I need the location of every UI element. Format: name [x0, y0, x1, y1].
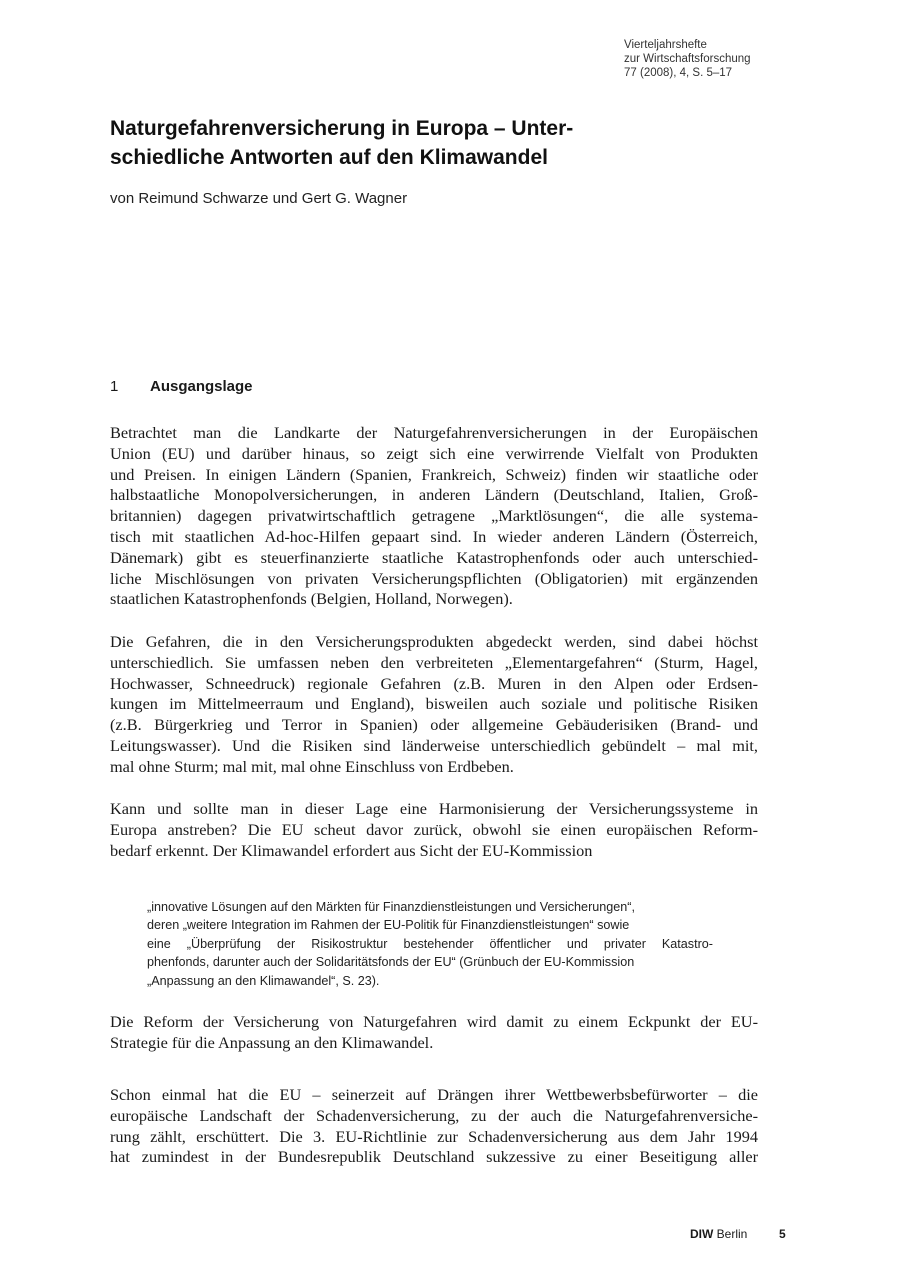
article-title: [110, 114, 810, 172]
text-line: Union (EU) und darüber hinaus, so zeigt sich eine verwirrende Vielfalt von Produkten: [110, 443, 758, 463]
journal-subtitle: zur Wirtschaftsforschung: [624, 53, 751, 65]
paragraph-4: [110, 1012, 758, 1054]
paragraph-3: [110, 799, 758, 861]
quote-line: eine „Überprüfung der Risikostruktur bestehender öffentlicher und privater Katastro-: [147, 936, 713, 951]
text-line: europäische Landschaft der Schadenversicherung, zu der auch die Naturgefahrenversiche-: [110, 1105, 758, 1125]
block-quote: [147, 898, 713, 990]
section-heading: [110, 378, 253, 395]
paragraph-1: [110, 423, 758, 610]
section-number: 1: [110, 378, 119, 395]
text-line: staatlichen Katastrophenfonds (Belgien, Holland, Norwegen).: [110, 589, 513, 609]
text-line: Dänemark) gibt es steuerfinanzierte staatliche Katastrophenfonds oder auch unterschied-: [110, 547, 758, 567]
paragraph-5: [110, 1085, 758, 1168]
text-line: und Preisen. In einigen Ländern (Spanien, Frankreich, Schweiz) finden wir staatliche oder: [110, 464, 758, 484]
section-title: Ausgangslage: [150, 378, 253, 395]
text-line: tisch mit staatlichen Ad-hoc-Hilfen gepaart sind. In wieder anderen Ländern (Österreich,: [110, 526, 758, 546]
quote-line: „Anpassung an den Klimawandel“, S. 23).: [147, 973, 380, 988]
text-line: Schon einmal hat die EU – seinerzeit auf Drängen ihrer Wettbewerbsbefürworter – die: [110, 1085, 758, 1104]
text-line: kungen im Mittelmeerraum und England), bisweilen auch soziale und politische Risiken: [110, 694, 758, 714]
quote-line: phenfonds, darunter auch der Solidaritätsfonds der EU“ (Grünbuch der EU-Kommission: [147, 955, 635, 970]
text-line: liche Mischlösungen von privaten Versicherungspflichten (Obligatorien) mit ergänzenden: [110, 568, 758, 588]
text-line: britannien) dagegen privatwirtschaftlich getragene „Marktlösungen“, die alle systema-: [110, 506, 758, 526]
text-line: Europa anstreben? Die EU scheut davor zurück, obwohl sie einen europäischen Reform-: [110, 819, 758, 839]
text-line: Hochwasser, Schneedruck) regionale Gefahren (z.B. Muren in den Alpen oder Erdsen-: [110, 673, 758, 693]
text-line: Die Gefahren, die in den Versicherungsprodukten abgedeckt werden, sind dabei höchst: [110, 632, 758, 651]
journal-citation: 77 (2008), 4, S. 5–17: [624, 67, 733, 79]
journal-reference: [624, 38, 884, 80]
text-line: rung zählt, erschüttert. Die 3. EU-Richtlinie zur Schadenversicherung aus dem Jahr 1994: [110, 1126, 758, 1146]
text-line: Kann und sollte man in dieser Lage eine Harmonisierung der Versicherungssysteme in: [110, 799, 758, 818]
text-line: hat zumindest in der Bundesrepublik Deutschland sukzessive zu einer Beseitigung aller: [110, 1147, 758, 1167]
title-line: schiedliche Antworten auf den Klimawandel: [110, 146, 548, 169]
title-line: Naturgefahrenversicherung in Europa – Unter-: [110, 117, 574, 140]
publisher-logo: DIW: [690, 1227, 714, 1241]
paragraph-2: [110, 632, 758, 778]
text-line: Die Reform der Versicherung von Naturgefahren wird damit zu einem Eckpunkt der EU-: [110, 1012, 758, 1031]
publisher-city: Berlin: [716, 1227, 748, 1241]
text-line: Leitungswasser). Und die Risiken sind länderweise unterschiedlich gebündelt – mal mit,: [110, 735, 758, 755]
text-line: Strategie für die Anpassung an den Klimawandel.: [110, 1032, 434, 1052]
text-line: bedarf erkennt. Der Klimawandel erfordert aus Sicht der EU-Kommission: [110, 840, 593, 860]
authors: von Reimund Schwarze und Gert G. Wagner: [110, 190, 408, 207]
text-line: Betrachtet man die Landkarte der Naturgefahrenversicherungen in der Europäischen: [110, 423, 758, 442]
text-line: halbstaatliche Monopolversicherungen, in anderen Ländern (Deutschland, Italien, Groß-: [110, 485, 758, 505]
text-line: unterschiedlich. Sie umfassen neben den verbreiteten „Elementargefahren“ (Sturm, Hagel,: [110, 652, 758, 672]
text-line: (z.B. Bürgerkrieg und Terror in Spanien) oder allgemeine Gebäuderisiken (Brand- und: [110, 715, 758, 735]
page-footer: [690, 1227, 890, 1241]
quote-line: deren „weitere Integration im Rahmen der EU-Politik für Finanzdienstleistungen“ sowie: [147, 918, 630, 933]
text-line: mal ohne Sturm; mal mit, mal ohne Einschluss von Erdbeben.: [110, 756, 514, 776]
quote-line: „innovative Lösungen auf den Märkten für Finanzdienstleistungen und Versicherungen“,: [147, 900, 635, 914]
page-number: 5: [779, 1227, 786, 1241]
journal-name: Vierteljahrshefte: [624, 39, 707, 51]
